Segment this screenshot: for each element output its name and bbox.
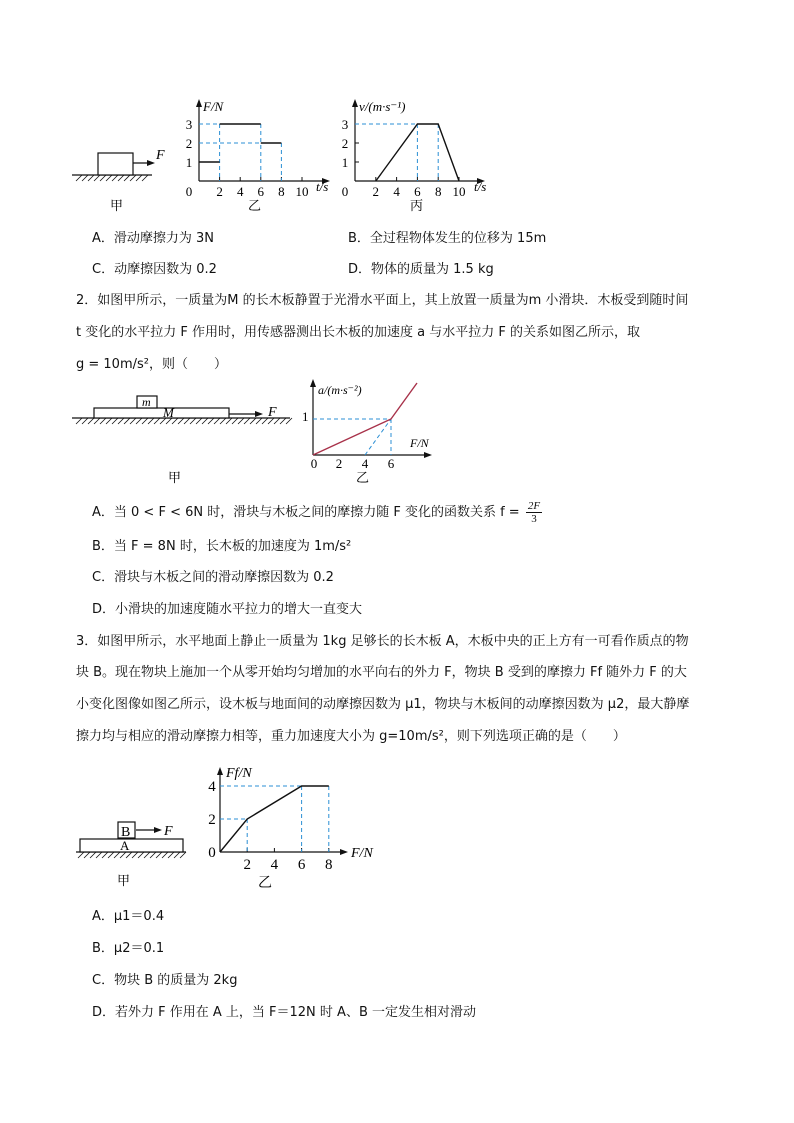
q1-bing-chart <box>342 99 487 213</box>
q2-xtick-label: 4 <box>361 456 369 471</box>
q3-ytick-label: 2 <box>208 812 216 828</box>
q3-xtick-label: 6 <box>297 857 306 873</box>
q2-xtick-label: 6 <box>387 456 395 471</box>
q2-fig-m: m <box>142 395 151 409</box>
q3-fig-B: B <box>121 825 131 840</box>
q1-yi-chart <box>186 99 330 213</box>
q2-stem-line3: g = 10m/s²，则（ ） <box>76 357 227 372</box>
q2-option-b[interactable]: B．当 F = 8N 时，长木板的加速度为 1m/s² <box>92 539 352 554</box>
q1-bing-axis-y: v/(m·s⁻¹) <box>359 99 406 114</box>
q1-option-a[interactable]: A．滑动摩擦力为 3N <box>92 231 215 246</box>
q1-bing-label: 丙 <box>410 198 424 213</box>
q3-stem-line1: 3．如图甲所示，水平地面上静止一质量为 1kg 足够长的长木板 A，木板中央的正上方有一可看作质点的物 <box>76 634 689 649</box>
q2-ytick-1: 1 <box>302 409 309 424</box>
q3-option-c[interactable]: C．物块 B 的质量为 2kg <box>92 973 238 988</box>
q1-bing-xtick-label: 2 <box>372 184 380 199</box>
q1-yi-xtick-label: 6 <box>257 184 265 199</box>
q1-yi-ytick-label: 1 <box>185 155 193 170</box>
q3-option-d[interactable]: D．若外力 F 作用在 A 上，当 F＝12N 时 A、B 一定发生相对滑动 <box>92 1005 476 1020</box>
q1-bing-xtick-label: 6 <box>414 184 421 199</box>
q1-yi-label: 乙 <box>248 198 262 213</box>
q3-fig-A: A <box>120 838 130 853</box>
q1-option-c[interactable]: C．动摩擦因数为 0.2 <box>92 262 217 277</box>
q1-yi-ytick-label: 3 <box>185 117 193 132</box>
q3-option-a[interactable]: A．μ1＝0.4 <box>92 909 165 924</box>
q1-yi-axis-y: F/N <box>203 99 224 114</box>
q2-xtick-label: 2 <box>335 456 343 471</box>
q2-yi-chart <box>302 379 432 485</box>
q1-yi-xtick-label: 0 <box>185 184 193 199</box>
q3-ytick-label: 4 <box>208 779 216 795</box>
q2-stem-line2: t 变化的水平拉力 F 作用时，用传感器测出长木板的加速度 a 与水平拉力 F 的关系如图乙所示，取 <box>76 325 640 340</box>
q2-jia-diagram <box>72 395 292 485</box>
q1-bing-xtick-label: 4 <box>393 184 400 199</box>
q1-force-label: F <box>156 148 165 163</box>
q1-bing-ytick-label: 3 <box>341 117 349 132</box>
q1-yi-xtick-label: 10 <box>295 184 309 199</box>
q2-fig-F: F <box>268 405 277 420</box>
q3-stem-line2: 块 B。现在物块上施加一个从零开始均匀增加的水平向右的外力 F，物块 B 受到的摩擦力 Ff 随外力 F 的大 <box>76 665 687 680</box>
q1-option-b[interactable]: B．全过程物体发生的位移为 15m <box>348 231 547 246</box>
q3-yi-chart <box>208 766 373 891</box>
q3-fig-F: F <box>164 824 173 839</box>
q1-jia-diagram <box>72 148 165 213</box>
q3-stem-line4: 擦力均与相应的滑动摩擦力相等，重力加速度大小为 g=10m/s²，则下列选项正确的是（ ） <box>76 729 626 744</box>
q2-axis-x: F/N <box>410 436 429 450</box>
q1-yi-xtick-label: 8 <box>278 184 285 199</box>
q1-figure <box>0 0 794 220</box>
q2-option-a-fraction <box>526 500 542 525</box>
q1-yi-ytick-label: 2 <box>185 136 193 151</box>
q1-bing-ytick-label: 1 <box>341 155 349 170</box>
q3-xtick-label: 2 <box>243 857 251 873</box>
q2-stem-line1: 2．如图甲所示，一质量为M 的长木板静置于光滑水平面上，其上放置一质量为m 小滑块．木板受到随时间 <box>76 293 689 308</box>
q3-stem-line3: 小变化图像如图乙所示，设木板与地面间的动摩擦因数为 μ1，物块与木板间的动摩擦因数为 μ2，最大静摩 <box>76 697 690 712</box>
q3-axis-y: Ff/N <box>226 766 252 781</box>
q3-option-b[interactable]: B．μ2＝0.1 <box>92 941 165 956</box>
q1-bing-xtick-label: 0 <box>341 184 349 199</box>
q3-fig-jia: 甲 <box>117 873 131 888</box>
q2-frac-den: 3 <box>531 513 537 525</box>
q2-option-d[interactable]: D．小滑块的加速度随水平拉力的增大一直变大 <box>92 602 363 617</box>
q2-fig-yi: 乙 <box>356 470 370 485</box>
q1-yi-axis-x: t/s <box>316 179 329 194</box>
q3-xtick-label: 8 <box>325 857 333 873</box>
q3-jia-diagram <box>76 822 186 888</box>
q2-xtick-label: 0 <box>310 456 318 471</box>
q1-bing-xtick-label: 8 <box>434 184 442 199</box>
q2-fig-jia: 甲 <box>168 470 182 485</box>
q1-yi-xtick-label: 4 <box>236 184 244 199</box>
q2-option-a-text: A．当 0 < F < 6N 时，滑块与木板之间的摩擦力随 F 变化的函数关系 f = <box>92 505 520 520</box>
q2-option-a[interactable] <box>92 500 542 525</box>
q3-xtick-label: 4 <box>270 857 279 873</box>
q1-bing-axis-x: t/s <box>474 179 487 194</box>
q3-fig-yi: 乙 <box>258 876 272 891</box>
q2-axis-y: a/(m·s⁻²) <box>318 383 362 397</box>
q2-fig-M: M <box>163 405 174 420</box>
q1-bing-xtick-label: 10 <box>452 184 466 199</box>
q3-figure <box>0 755 794 895</box>
q3-axis-x: F/N <box>351 846 373 861</box>
q1-option-d[interactable]: D．物体的质量为 1.5 kg <box>348 262 494 277</box>
q2-option-c[interactable]: C．滑块与木板之间的滑动摩擦因数为 0.2 <box>92 570 334 585</box>
q1-yi-xtick-label: 2 <box>216 184 223 199</box>
q2-frac-num: 2F <box>527 500 541 512</box>
q3-ytick-label: 0 <box>208 845 216 861</box>
q1-bing-ytick-label: 2 <box>341 136 349 151</box>
q2-figure <box>0 378 794 488</box>
q1-jia-label: 甲 <box>110 198 124 213</box>
